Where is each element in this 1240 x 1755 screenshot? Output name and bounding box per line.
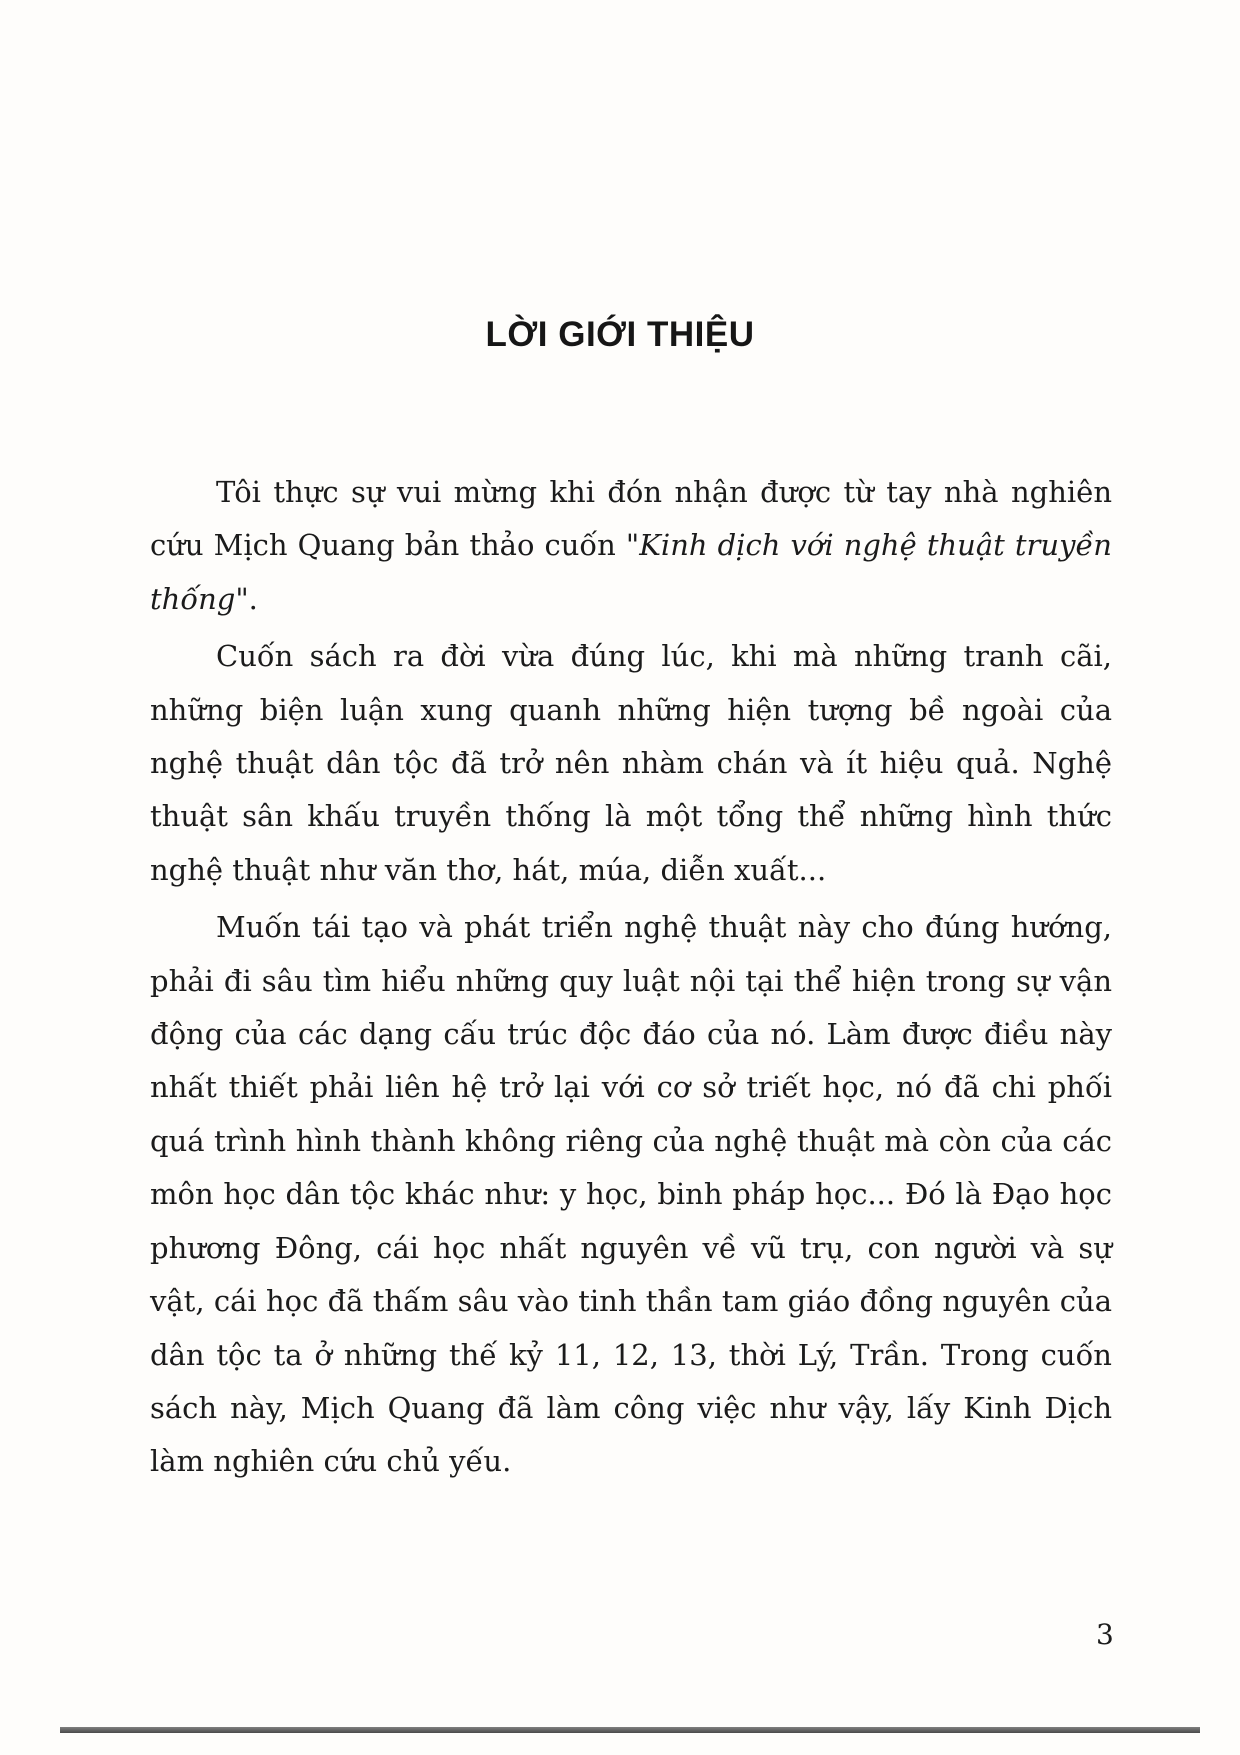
paragraph-1-post: ". [235, 581, 258, 616]
page-number: 3 [1096, 1618, 1114, 1651]
paragraph-1 [150, 466, 1112, 626]
page-title: LỜI GIỚI THIỆU [485, 315, 755, 355]
paragraph-1-pre: Tôi thực sự vui mừng khi đón nhận được từ tay nhà nghiên cứu Mịch Quang bản thảo cuốn " [150, 475, 1112, 563]
body-text [150, 466, 1112, 1493]
paragraph-3: Muốn tái tạo và phát triển nghệ thuật này cho đúng hướng, phải đi sâu tìm hiểu những quy luật nội tại thể hiện trong sự vận động của các dạng cấu trúc độc đáo của nó. Làm được điều này nhất thiết phải liên hệ trở lại với cơ sở triết học, nó đã chi phối quá trình hình thành không riêng của nghệ thuật mà còn của các môn học dân tộc khác như: y học, binh pháp học... Đó là Đạo học phương Đông, cái học nhất nguyên về vũ trụ, con người và sự vật, cái học đã thấm sâu vào tinh thần tam giáo đồng nguyên của dân tộc ta ở những thế kỷ 11, 12, 13, thời Lý, Trần. Trong cuốn sách này, Mịch Quang đã làm công việc như vậy, lấy Kinh Dịch làm nghiên cứu chủ yếu. [150, 910, 1112, 1479]
page-bottom-edge [60, 1727, 1200, 1733]
paragraph-2: Cuốn sách ra đời vừa đúng lúc, khi mà những tranh cãi, những biện luận xung quanh những hiện tượng bề ngoài của nghệ thuật dân tộc đã trở nên nhàm chán và ít hiệu quả. Nghệ thuật sân khấu truyền thống là một tổng thể những hình thức nghệ thuật như văn thơ, hát, múa, diễn xuất... [150, 639, 1112, 887]
book-title-italic: Kinh dịch với nghệ thuật truyền thống [150, 528, 1112, 616]
